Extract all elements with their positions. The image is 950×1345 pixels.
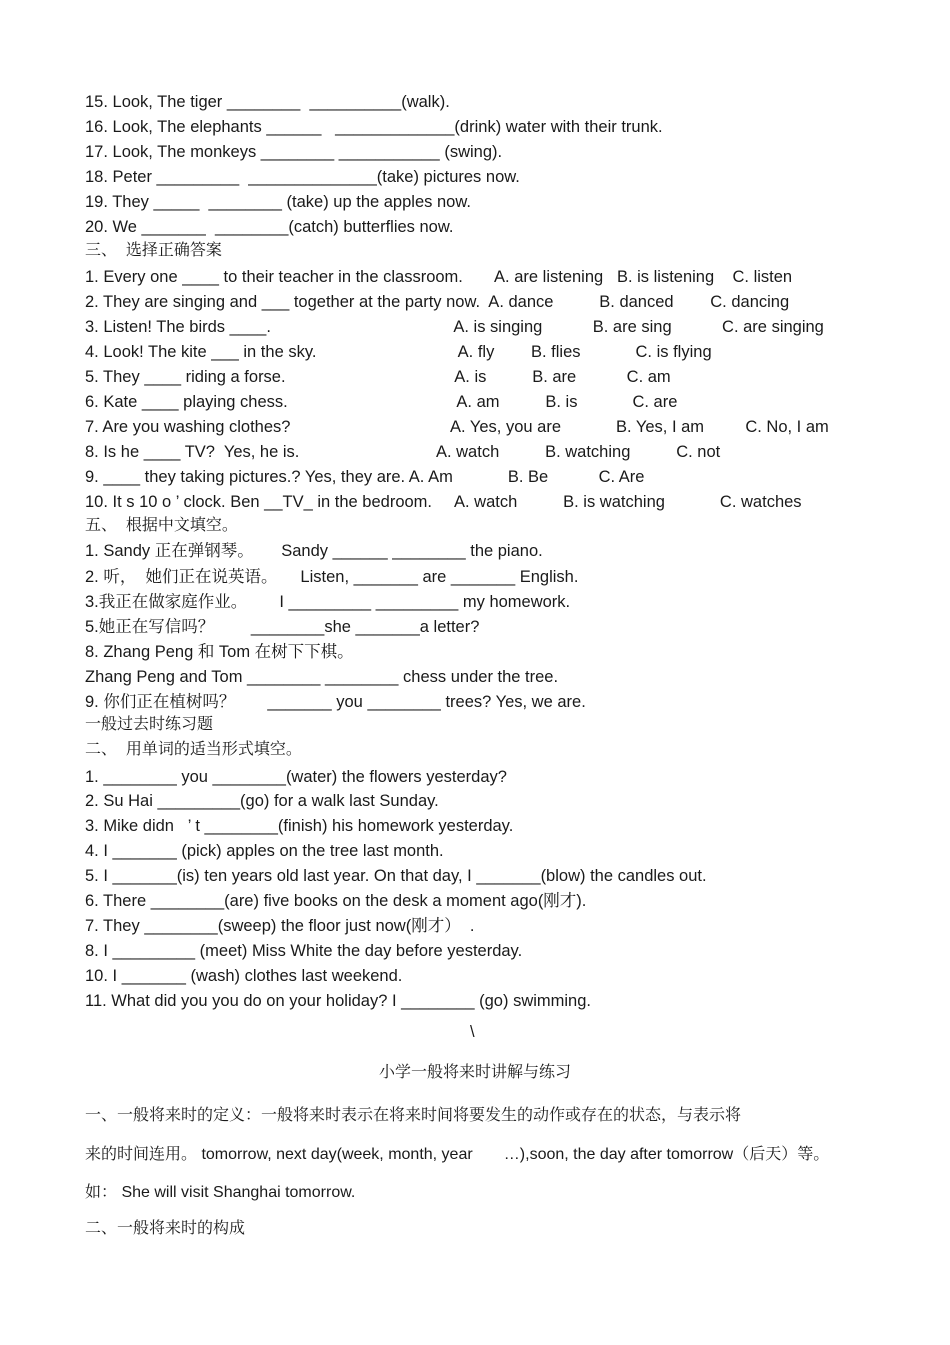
fill-question-1: 1. Sandy 正在弹钢琴。 Sandy ______ ________ the piano. — [85, 542, 543, 560]
choice-question-7: 7. Are you washing clothes? A. Yes, you are B. Yes, I am C. No, I am — [85, 418, 829, 436]
future-tense-title: 小学一般将来时讲解与练习 — [378, 1064, 571, 1081]
past-question-11: 11. What did you you do on your holiday? I ________ (go) swimming. — [85, 992, 591, 1010]
choice-question-4: 4. Look! The kite ___ in the sky. A. fly B. flies C. is flying — [85, 343, 712, 361]
fill-question-5: 5.她正在写信吗？ ________she _______a letter? — [85, 618, 480, 636]
exercise-line-19: 19. They _____ ________ (take) up the apples now. — [85, 193, 471, 211]
definition-line-2: 来的时间连用。 tomorrow, next day(week, month, year …),soon, the day after tomorrow（后天）等。 — [85, 1146, 830, 1163]
choice-question-10: 10. It s 10 o ’ clock. Ben __TV_ in the bedroom. A. watch B. is watching C. watches — [85, 493, 802, 511]
fill-question-8-answer: Zhang Peng and Tom ________ ________ chess under the tree. — [85, 668, 559, 686]
example-sentence: 如： She will visit Shanghai tomorrow. — [85, 1184, 356, 1201]
past-question-10: 10. I _______ (wash) clothes last weekend. — [85, 967, 403, 985]
section-heading-word-form: 二、 用单词的适当形式填空。 — [85, 741, 302, 758]
past-tense-heading: 一般过去时练习题 — [85, 716, 214, 733]
exercise-line-16: 16. Look, The elephants ______ _____________(drink) water with their trunk. — [85, 118, 663, 136]
past-question-4: 4. I _______ (pick) apples on the tree last month. — [85, 842, 444, 860]
structure-heading: 二、一般将来时的构成 — [85, 1220, 246, 1237]
choice-question-5: 5. They ____ riding a forse. A. is B. are C. am — [85, 368, 671, 386]
fill-question-8-prompt: 8. Zhang Peng 和 Tom 在树下下棋。 — [85, 643, 354, 661]
past-question-7: 7. They ________(sweep) the floor just now(刚才） . — [85, 917, 475, 935]
section-heading-fill-chinese: 五、 根据中文填空。 — [85, 517, 238, 534]
past-question-8: 8. I _________ (meet) Miss White the day before yesterday. — [85, 942, 523, 960]
fill-question-9: 9. 你们正在植树吗？ _______ you ________ trees? Yes, we are. — [85, 693, 586, 711]
definition-line-1: 一、一般将来时的定义：一般将来时表示在将来时间将要发生的动作或存在的状态，与表示将 — [85, 1107, 742, 1124]
exercise-line-17: 17. Look, The monkeys ________ ___________ (swing). — [85, 143, 503, 161]
past-question-6: 6. There ________(are) five books on the desk a moment ago(刚才). — [85, 892, 587, 910]
past-question-2: 2. Su Hai _________(go) for a walk last Sunday. — [85, 792, 439, 810]
fill-question-2: 2. 听， 她们正在说英语。 Listen, _______ are _______ English. — [85, 568, 579, 586]
choice-question-3: 3. Listen! The birds ____. A. is singing B. are sing C. are singing — [85, 318, 824, 336]
exercise-line-20: 20. We _______ ________(catch) butterflies now. — [85, 218, 454, 236]
backslash-mark: \ — [470, 1023, 475, 1041]
past-question-5: 5. I _______(is) ten years old last year. On that day, I _______(blow) the candles out. — [85, 867, 707, 885]
choice-question-8: 8. Is he ____ TV? Yes, he is. A. watch B. watching C. not — [85, 443, 721, 461]
past-question-1: 1. ________ you ________(water) the flowers yesterday? — [85, 768, 507, 786]
past-question-3: 3. Mike didn ’ t ________(finish) his homework yesterday. — [85, 817, 514, 835]
fill-question-3: 3.我正在做家庭作业。 I _________ _________ my homework. — [85, 593, 571, 611]
choice-question-6: 6. Kate ____ playing chess. A. am B. is C. are — [85, 393, 678, 411]
choice-question-9: 9. ____ they taking pictures.? Yes, they are. A. Am B. Be C. Are — [85, 468, 645, 486]
choice-question-2: 2. They are singing and ___ together at the party now. A. dance B. danced C. dancing — [85, 293, 790, 311]
choice-question-1: 1. Every one ____ to their teacher in the classroom. A. are listening B. is listening C. listen — [85, 268, 793, 286]
section-heading-choice: 三、 选择正确答案 — [85, 242, 222, 259]
exercise-line-15: 15. Look, The tiger ________ __________(walk). — [85, 93, 450, 111]
exercise-line-18: 18. Peter _________ ______________(take) pictures now. — [85, 168, 520, 186]
